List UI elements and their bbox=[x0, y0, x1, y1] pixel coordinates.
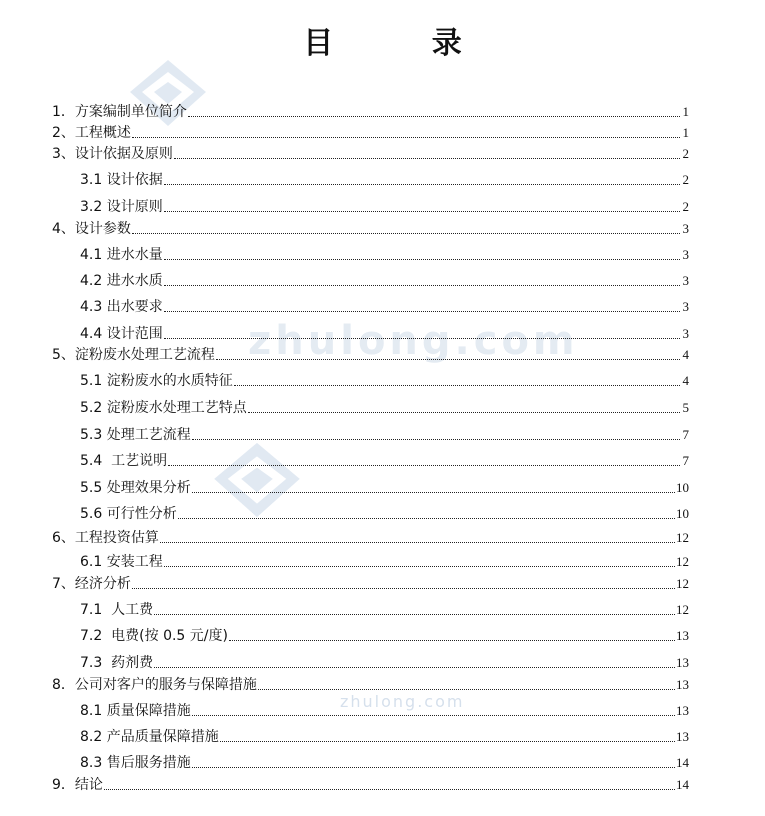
toc-entry[interactable] bbox=[80, 450, 689, 470]
toc-entry-page-number: 14 bbox=[676, 755, 689, 770]
toc-entry[interactable] bbox=[80, 196, 689, 216]
toc-entry-page-number: 7 bbox=[682, 453, 689, 468]
toc-entry[interactable] bbox=[80, 625, 689, 645]
toc-entry-title: 8.3 售后服务措施 bbox=[80, 755, 191, 771]
toc-entry-title: 4.1 进水水量 bbox=[80, 247, 163, 263]
toc-entry[interactable] bbox=[80, 700, 689, 720]
toc-entry[interactable] bbox=[52, 774, 689, 794]
toc-dot-leader bbox=[258, 688, 675, 690]
toc-entry-page-number: 3 bbox=[682, 221, 689, 236]
toc-entry-page-number: 13 bbox=[676, 628, 689, 643]
toc-entry[interactable] bbox=[80, 599, 689, 619]
toc-entry-title: 3.1 设计依据 bbox=[80, 172, 163, 188]
toc-entry-title: 5.6 可行性分析 bbox=[80, 506, 177, 522]
toc-entry-page-number: 1 bbox=[682, 104, 689, 119]
toc-entry-title: 1．方案编制单位简介 bbox=[52, 104, 187, 120]
toc-entry-title: 6.1 安装工程 bbox=[80, 554, 163, 570]
toc-dot-leader bbox=[192, 714, 675, 716]
toc-entry-title: 7、经济分析 bbox=[52, 576, 131, 592]
toc-entry-title: 4、设计参数 bbox=[52, 221, 131, 237]
toc-dot-leader bbox=[164, 284, 680, 286]
toc-entry[interactable] bbox=[52, 527, 689, 547]
toc-entry-title: 9．结论 bbox=[52, 777, 103, 793]
toc-dot-leader bbox=[168, 464, 680, 466]
toc-entry[interactable] bbox=[80, 551, 689, 571]
toc-entry-title: 5.3 处理工艺流程 bbox=[80, 427, 191, 443]
toc-entry-title: 3、设计依据及原则 bbox=[52, 146, 173, 162]
toc-entry-page-number: 13 bbox=[676, 655, 689, 670]
toc-entry-page-number: 3 bbox=[682, 247, 689, 262]
toc-dot-leader bbox=[178, 517, 675, 519]
toc-entry-title: 5.5 处理效果分析 bbox=[80, 480, 191, 496]
toc-entry[interactable] bbox=[80, 370, 689, 390]
toc-entry[interactable] bbox=[80, 652, 689, 672]
watermark-text-bottom: zhulong.com bbox=[340, 692, 465, 711]
toc-entry-page-number: 4 bbox=[682, 373, 689, 388]
toc-entry[interactable] bbox=[52, 218, 689, 238]
toc-dot-leader bbox=[132, 587, 675, 589]
toc-entry[interactable] bbox=[80, 296, 689, 316]
toc-entry[interactable] bbox=[52, 674, 689, 694]
watermark-text-top: zhulong.com bbox=[248, 318, 579, 364]
toc-dot-leader bbox=[220, 740, 675, 742]
toc-dot-leader bbox=[132, 232, 680, 234]
toc-dot-leader bbox=[104, 788, 675, 790]
toc-dot-leader bbox=[160, 541, 675, 543]
toc-entry-page-number: 13 bbox=[676, 703, 689, 718]
toc-entry[interactable] bbox=[52, 101, 689, 121]
toc-dot-leader bbox=[192, 438, 680, 440]
toc-entry-title: 4.2 进水水质 bbox=[80, 273, 163, 289]
toc-dot-leader bbox=[154, 613, 675, 615]
toc-entry-title: 7.3 药剂费 bbox=[80, 655, 154, 671]
toc-entry[interactable] bbox=[80, 169, 689, 189]
toc-dot-leader bbox=[164, 258, 680, 260]
toc-entry-title: 4.3 出水要求 bbox=[80, 299, 163, 315]
toc-dot-leader bbox=[132, 136, 680, 138]
toc-entry-title: 8．公司对客户的服务与保障措施 bbox=[52, 677, 257, 693]
toc-entry-title: 6、工程投资估算 bbox=[52, 530, 159, 546]
toc-entry[interactable] bbox=[80, 477, 689, 497]
toc-dot-leader bbox=[164, 337, 680, 339]
toc-entry-title: 3.2 设计原则 bbox=[80, 199, 163, 215]
toc-entry[interactable] bbox=[80, 752, 689, 772]
toc-dot-leader bbox=[229, 639, 675, 641]
toc-dot-leader bbox=[164, 565, 675, 567]
toc-entry[interactable] bbox=[80, 244, 689, 264]
toc-entry-page-number: 13 bbox=[676, 729, 689, 744]
toc-entry-title: 7.1 人工费 bbox=[80, 602, 154, 618]
toc-entry-page-number: 10 bbox=[676, 506, 689, 521]
toc-entry-page-number: 14 bbox=[676, 777, 689, 792]
toc-entry-title: 8.1 质量保障措施 bbox=[80, 703, 191, 719]
toc-entry-page-number: 12 bbox=[676, 530, 689, 545]
toc-entry-page-number: 3 bbox=[682, 273, 689, 288]
toc-entry-page-number: 12 bbox=[676, 576, 689, 591]
toc-entry-title: 5、淀粉废水处理工艺流程 bbox=[52, 347, 215, 363]
toc-entry-page-number: 7 bbox=[682, 427, 689, 442]
toc-entry[interactable] bbox=[80, 270, 689, 290]
toc-entry-page-number: 5 bbox=[682, 400, 689, 415]
toc-entry[interactable] bbox=[80, 323, 689, 343]
toc-entry[interactable] bbox=[52, 143, 689, 163]
toc-dot-leader bbox=[188, 115, 680, 117]
toc-entry[interactable] bbox=[80, 424, 689, 444]
toc-dot-leader bbox=[192, 491, 675, 493]
toc-entry-title: 4.4 设计范围 bbox=[80, 326, 163, 342]
toc-entry[interactable] bbox=[80, 503, 689, 523]
page-title: 目 录 bbox=[303, 26, 506, 61]
toc-entry-page-number: 4 bbox=[682, 347, 689, 362]
toc-entry-title: 2、工程概述 bbox=[52, 125, 131, 141]
toc-entry-title: 5.1 淀粉废水的水质特征 bbox=[80, 373, 233, 389]
toc-entry-page-number: 1 bbox=[682, 125, 689, 140]
toc-entry-title: 8.2 产品质量保障措施 bbox=[80, 729, 219, 745]
toc-dot-leader bbox=[164, 310, 680, 312]
toc-entry-title: 5.4 工艺说明 bbox=[80, 453, 168, 469]
toc-entry-page-number: 12 bbox=[676, 602, 689, 617]
toc-entry[interactable] bbox=[80, 397, 689, 417]
toc-dot-leader bbox=[248, 411, 680, 413]
toc-entry-page-number: 2 bbox=[682, 146, 689, 161]
toc-dot-leader bbox=[154, 666, 675, 668]
toc-entry-page-number: 3 bbox=[682, 299, 689, 314]
toc-entry[interactable] bbox=[52, 573, 689, 593]
toc-dot-leader bbox=[164, 183, 680, 185]
toc-entry-page-number: 13 bbox=[676, 677, 689, 692]
toc-dot-leader bbox=[216, 358, 680, 360]
toc-entry[interactable] bbox=[80, 726, 689, 746]
toc-dot-leader bbox=[192, 766, 675, 768]
toc-entry-page-number: 2 bbox=[682, 199, 689, 214]
toc-entry[interactable] bbox=[52, 344, 689, 364]
toc-entry[interactable] bbox=[52, 122, 689, 142]
toc-entry-title: 5.2 淀粉废水处理工艺特点 bbox=[80, 400, 247, 416]
toc-entry-page-number: 3 bbox=[682, 326, 689, 341]
toc-entry-page-number: 2 bbox=[682, 172, 689, 187]
toc-entry-page-number: 10 bbox=[676, 480, 689, 495]
toc-entry-title: 7.2 电费(按 0.5 元/度) bbox=[80, 628, 228, 644]
toc-entry-page-number: 12 bbox=[676, 554, 689, 569]
toc-dot-leader bbox=[234, 384, 680, 386]
toc-dot-leader bbox=[164, 210, 680, 212]
toc-dot-leader bbox=[174, 157, 680, 159]
